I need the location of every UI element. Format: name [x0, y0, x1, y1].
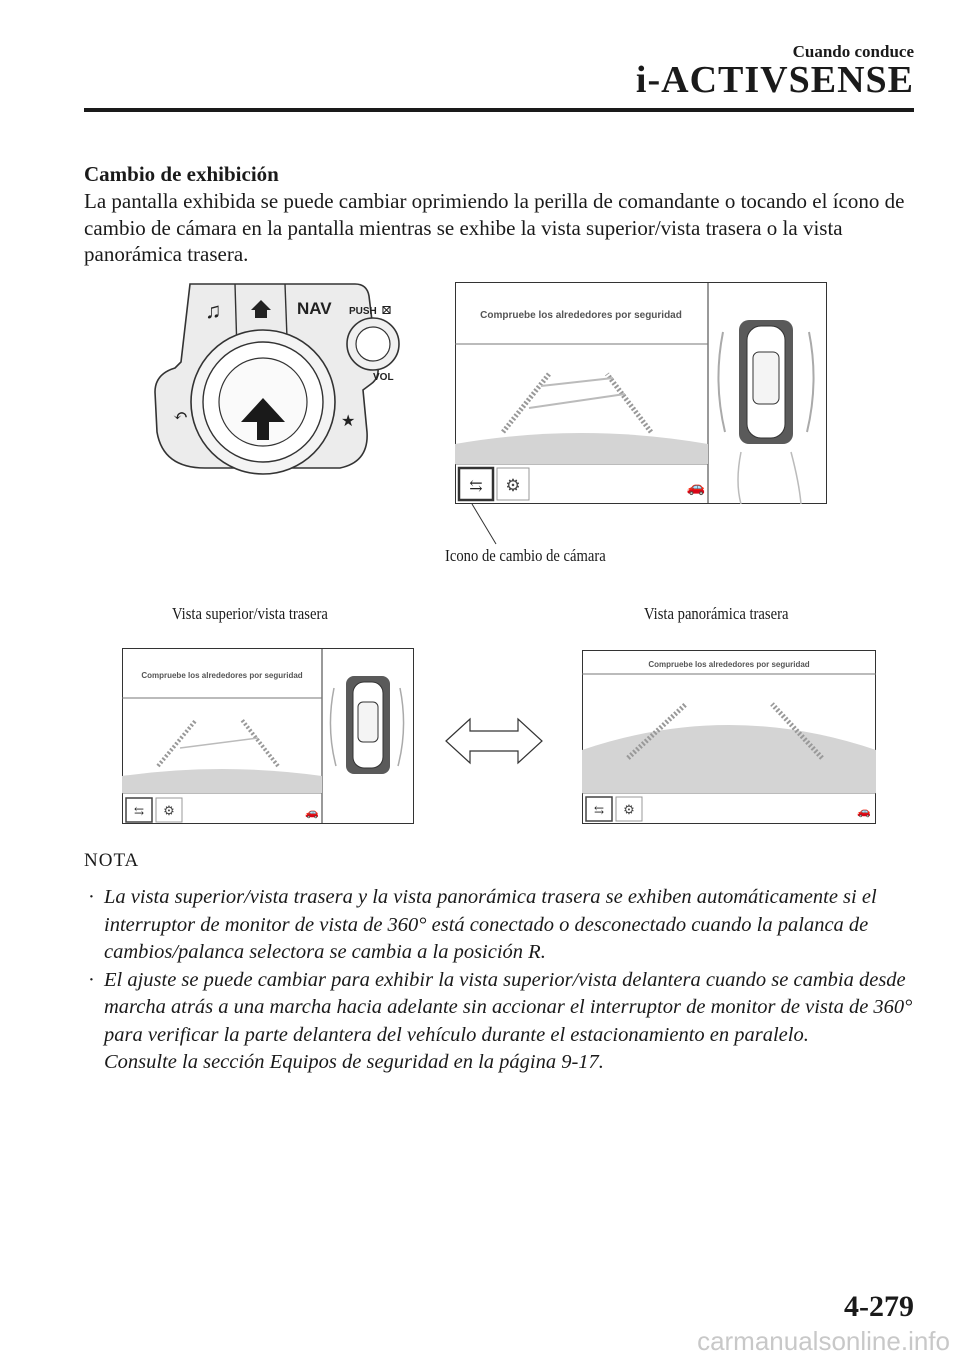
svg-text:⇆: ⇆	[133, 804, 145, 818]
panoramic-view-label: Vista panorámica trasera	[644, 604, 789, 623]
back-icon: ↶	[173, 406, 189, 426]
svg-text:⚙: ⚙	[163, 803, 175, 818]
top-rear-view-label: Vista superior/vista trasera	[172, 604, 328, 623]
svg-text:⚙: ⚙	[505, 476, 521, 495]
top-rear-view-screen	[122, 648, 414, 824]
list-item: · El ajuste se puede cambiar para exhibir la vista superior/vista delantera cuando se cambia desde marcha atrás a una marcha hacia adelante sin accionar el interruptor de monitor de vista de 360° para verificar la parte delantera del vehículo durante el estacionamiento en paralelo. Consulte la sección Equipos de seguridad en la página 9-17.	[84, 967, 914, 1077]
chapter-subtitle: Cuando conduce	[792, 42, 914, 61]
list-item: · La vista superior/vista trasera y la vista panorámica trasera se exhiben automáticamente si el interruptor de monitor de vista de 360° está conectado o desconectado cuando la palanca de cambios/palanca selectora se cambia a la posición R.	[88, 886, 877, 963]
screen-warning: Compruebe los alrededores por seguridad	[141, 671, 303, 680]
music-icon: ♫	[205, 298, 222, 323]
favorite-icon: ★	[341, 413, 356, 430]
svg-text:⚙: ⚙	[623, 802, 635, 817]
camera-icon-callout: Icono de cambio de cámara	[445, 546, 606, 565]
svg-text:⇆: ⇆	[593, 803, 605, 817]
car-status-icon: 🚗	[857, 806, 871, 818]
car-status-icon: 🚗	[686, 480, 706, 496]
nota-heading: NOTA	[84, 850, 140, 871]
mute-icon: ⊠	[381, 302, 392, 317]
nav-label: NAV	[297, 299, 332, 318]
switch-arrow-icon	[444, 716, 544, 766]
panoramic-view-screen	[582, 650, 876, 824]
header-rule	[84, 108, 914, 112]
car-status-icon: 🚗	[305, 807, 319, 819]
cross-reference: Consulte la sección Equipos de seguridad en la página 9-17.	[104, 1051, 604, 1073]
chapter-title: i-ACTIVSENSE	[635, 59, 914, 101]
large-screen-illustration	[455, 282, 827, 504]
screen-warning: Compruebe los alrededores por seguridad	[648, 660, 810, 669]
commander-knob-illustration	[145, 272, 415, 484]
section-title: Cambio de exhibición	[84, 162, 279, 186]
page-number: 4-279	[844, 1290, 914, 1323]
watermark: carmanualsonline.info	[697, 1326, 950, 1356]
push-label: PUSH	[349, 306, 377, 317]
section-body: La pantalla exhibida se puede cambiar oprimiendo la perilla de comandante o tocando el ícono de cambio de cámara en la pantalla mientras se exhibe la vista superior/vista trasera o la vista panorámica trasera.	[84, 189, 905, 266]
screen-warning: Compruebe los alrededores por seguridad	[480, 310, 682, 321]
svg-text:⇆: ⇆	[469, 478, 483, 495]
vol-label: VOL	[373, 372, 394, 383]
nota-list	[84, 884, 914, 1077]
